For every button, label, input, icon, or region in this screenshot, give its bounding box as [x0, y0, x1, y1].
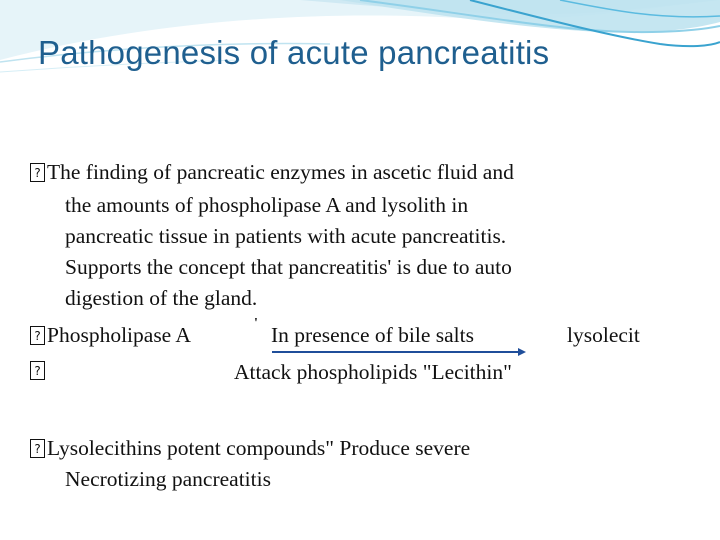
paragraph-2-superscript-mark: ': [254, 316, 258, 331]
bullet-icon: [30, 439, 45, 458]
paragraph-2-bile-salts: In presence of bile salts: [271, 323, 474, 347]
paragraph-1-line-4: Supports the concept that pancreatitis' is due to auto: [65, 255, 512, 279]
bullet-icon: [30, 326, 45, 345]
svg-text:?: ?: [34, 166, 41, 180]
svg-text:?: ?: [34, 364, 41, 378]
paragraph-4-line-1: Lysolecithins potent compounds" Produce severe: [47, 436, 471, 460]
paragraph-3-attack: Attack phospholipids "Lecithin": [234, 360, 512, 384]
paragraph-2-phospholipase: Phospholipase A: [47, 323, 191, 347]
paragraph-1-line-3: pancreatic tissue in patients with acute pancreatitis.: [65, 224, 507, 248]
paragraph-1-line-1: The finding of pancreatic enzymes in ascetic fluid and: [47, 160, 514, 184]
paragraph-2-lysolecit: lysolecit: [567, 323, 640, 347]
bullet-icon: [30, 163, 45, 182]
paragraph-1-line-5: digestion of the gland.: [65, 286, 258, 310]
svg-text:?: ?: [34, 329, 41, 343]
bullet-icon: [30, 361, 45, 380]
svg-text:?: ?: [34, 442, 41, 456]
paragraph-1-line-2: the amounts of phospholipase A and lysolith in: [65, 193, 469, 217]
slide-title: Pathogenesis of acute pancreatitis: [38, 34, 550, 71]
reaction-arrow-icon: [270, 344, 530, 360]
paragraph-4-line-2: Necrotizing pancreatitis: [65, 467, 271, 491]
